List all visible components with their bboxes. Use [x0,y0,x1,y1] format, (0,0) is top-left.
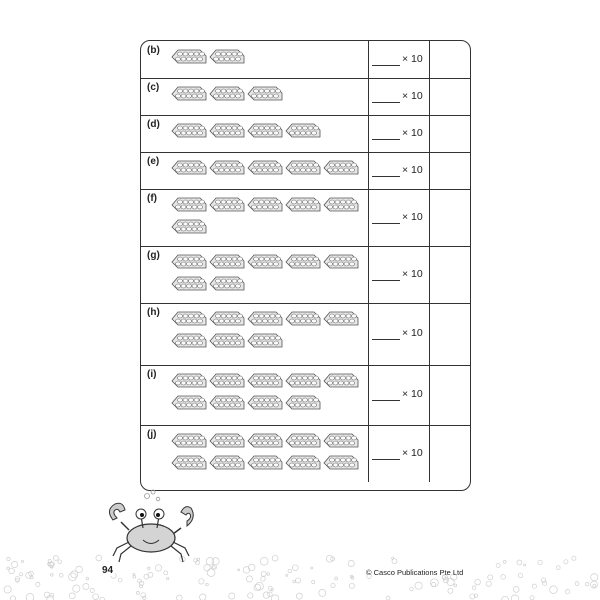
answer-blank[interactable] [372,280,400,281]
egg-tray-icon [285,196,321,213]
row-label: (h) [147,307,160,318]
answer-blank[interactable] [372,459,400,460]
answer-cell [368,41,430,78]
picture-cell [141,115,369,152]
picture-cell [141,41,369,78]
picture-cell [141,365,369,425]
answer-blank[interactable] [372,176,400,177]
row-label: (c) [147,82,160,93]
multiplier-label: × 10 [402,267,423,280]
egg-tray-icon [247,196,283,213]
egg-tray-icon [285,372,321,389]
egg-tray-icon [285,310,321,327]
egg-tray-icon [171,454,207,471]
egg-tray-icon [323,253,359,270]
multiplier-label: × 10 [402,327,423,339]
row-label: (d) [147,119,160,130]
egg-tray-icon [209,196,245,213]
crab-mascot-icon [95,488,205,568]
egg-tray-icon [247,394,283,411]
egg-tray-icon [171,85,207,102]
answer-blank[interactable] [372,400,400,401]
picture-cell [141,246,369,303]
egg-tray-icon [285,122,321,139]
egg-tray-icon [247,432,283,449]
egg-tray-icon [209,332,245,349]
egg-tray-icon [171,218,207,235]
egg-tray-icon [323,372,359,389]
egg-tray-icon [209,432,245,449]
egg-tray-icon [171,48,207,65]
row-label: (j) [147,429,157,440]
table-row [141,303,470,366]
egg-tray-icon [171,310,207,327]
answer-cell [368,189,430,246]
answer-cell [368,425,430,482]
answer-blank[interactable] [372,139,400,140]
egg-tray-icon [171,432,207,449]
result-cell[interactable] [429,189,470,246]
multiplier-label: × 10 [402,210,423,223]
egg-tray-icon [171,372,207,389]
egg-tray-icon [247,253,283,270]
table-row [141,152,470,190]
row-label: (e) [147,156,160,167]
result-cell[interactable] [429,152,470,189]
row-label: (b) [147,45,160,56]
egg-tray-icon [285,432,321,449]
result-cell[interactable] [429,41,470,78]
result-cell[interactable] [429,303,470,365]
table-row [141,78,470,116]
egg-tray-icon [209,454,245,471]
page-number: 94 [102,565,114,576]
egg-tray-icon [323,310,359,327]
picture-cell [141,425,369,482]
exercise-table [140,40,471,491]
egg-tray-icon [247,310,283,327]
answer-blank[interactable] [372,339,400,340]
egg-tray-icon [209,85,245,102]
egg-tray-icon [209,122,245,139]
row-label: (g) [147,250,160,261]
result-cell[interactable] [429,246,470,303]
egg-tray-icon [171,253,207,270]
egg-tray-icon [247,85,283,102]
egg-tray-icon [247,159,283,176]
answer-cell [368,152,430,189]
multiplier-label: × 10 [402,388,423,400]
answer-blank[interactable] [372,65,400,66]
table-row [141,189,470,247]
egg-tray-icon [171,332,207,349]
egg-tray-icon [323,454,359,471]
row-label: (i) [147,369,157,380]
answer-cell [368,246,430,303]
result-cell[interactable] [429,365,470,425]
answer-cell [368,365,430,425]
answer-cell [368,78,430,115]
egg-tray-icon [171,275,207,292]
table-row [141,41,470,79]
egg-tray-icon [209,159,245,176]
picture-cell [141,189,369,246]
egg-tray-icon [209,48,245,65]
answer-blank[interactable] [372,102,400,103]
multiplier-label: × 10 [402,52,423,65]
egg-tray-icon [247,332,283,349]
table-row [141,425,470,482]
picture-cell [141,303,369,365]
egg-tray-icon [209,372,245,389]
result-cell[interactable] [429,425,470,482]
egg-tray-icon [171,122,207,139]
picture-cell [141,78,369,115]
picture-cell [141,152,369,189]
egg-tray-icon [323,432,359,449]
table-row [141,115,470,153]
table-row [141,365,470,426]
egg-tray-icon [285,394,321,411]
egg-tray-icon [209,394,245,411]
egg-tray-icon [323,196,359,213]
answer-cell [368,115,430,152]
egg-tray-icon [171,196,207,213]
egg-tray-icon [247,454,283,471]
egg-tray-icon [209,253,245,270]
answer-blank[interactable] [372,223,400,224]
egg-tray-icon [171,394,207,411]
answer-cell [368,303,430,365]
egg-tray-icon [285,253,321,270]
egg-tray-icon [285,454,321,471]
egg-tray-icon [247,122,283,139]
row-label: (f) [147,193,157,204]
egg-tray-icon [323,159,359,176]
multiplier-label: × 10 [402,163,423,176]
table-row [141,246,470,304]
egg-tray-icon [285,159,321,176]
egg-tray-icon [209,310,245,327]
multiplier-label: × 10 [402,89,423,102]
copyright-notice: © Casco Publications Pte Ltd [366,568,464,577]
multiplier-label: × 10 [402,126,423,139]
multiplier-label: × 10 [402,446,423,459]
egg-tray-icon [171,159,207,176]
bubble-border-decoration [0,528,600,600]
result-cell[interactable] [429,78,470,115]
egg-tray-icon [209,275,245,292]
result-cell[interactable] [429,115,470,152]
egg-tray-icon [247,372,283,389]
